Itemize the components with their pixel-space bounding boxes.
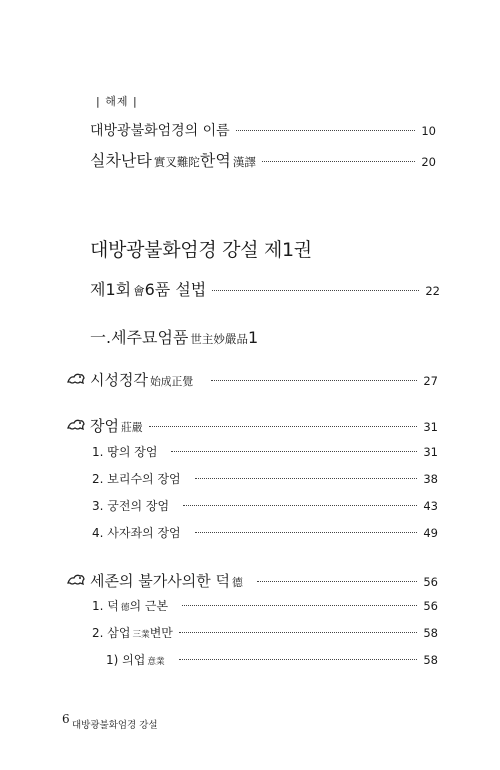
toc-entry-title: 제1회	[90, 280, 132, 299]
folio-page-number: 6	[62, 712, 70, 726]
dot-leader	[182, 605, 417, 606]
toc-subentry[interactable]	[92, 470, 438, 487]
toc-subsubentry[interactable]	[106, 651, 438, 668]
page-number: 43	[423, 499, 438, 513]
toc-entry-hanja: 實叉難陀	[153, 155, 200, 169]
toc-entry-title: 대방광불화엄경의 이름	[90, 123, 230, 139]
dot-leader	[195, 532, 418, 533]
toc-subentry-hanja: 三業	[132, 630, 150, 640]
toc-subentry-title-2: 의 근본	[129, 599, 169, 613]
page-number: 22	[425, 284, 440, 298]
dot-leader	[149, 426, 418, 427]
toc-entry-hanja: 德	[231, 576, 243, 589]
toc-subentry[interactable]	[92, 624, 438, 641]
toc-entry-session[interactable]	[90, 277, 440, 300]
toc-entry-title-2: 6품 설법	[144, 280, 207, 299]
toc-subentry-title: 1. 땅의 장엄	[92, 445, 158, 459]
toc-entry-translator[interactable]	[90, 148, 436, 171]
toc-entry-title-2: 한역	[199, 151, 231, 170]
toc-entry-title: 장엄	[90, 417, 119, 435]
toc-subentry-title: 2. 삼업	[92, 626, 131, 640]
toc-subentry-title-2: 변만	[149, 626, 173, 640]
toc-entry-hanja: 始成正覺	[149, 375, 194, 388]
lion-seal-icon	[66, 370, 86, 386]
section-label-haeje: | 해제 |	[96, 95, 138, 108]
dot-leader	[195, 478, 418, 479]
dot-leader	[257, 581, 418, 582]
toc-subentry-hanja: 德	[120, 603, 130, 613]
dot-leader	[211, 380, 417, 381]
page-number: 10	[421, 124, 436, 138]
toc-subsubentry-hanja: 意業	[147, 657, 165, 667]
running-footer-title: 대방광불화엄경 강설	[72, 720, 158, 731]
page-number: 38	[423, 472, 438, 486]
chapter-suffix: 1	[247, 328, 259, 347]
toc-subentry-title: 4. 사자좌의 장엄	[92, 526, 181, 540]
toc-subentry[interactable]	[92, 524, 438, 541]
lion-seal-icon	[66, 416, 86, 432]
toc-entry-title: 실차난타	[90, 151, 152, 170]
toc-subentry-title: 2. 보리수의 장엄	[92, 472, 181, 486]
toc-subentry[interactable]	[92, 497, 438, 514]
page-number: 56	[423, 575, 438, 589]
dot-leader	[179, 659, 418, 660]
page-number: 58	[423, 626, 438, 640]
dot-leader	[183, 505, 417, 506]
toc-subentry[interactable]	[92, 443, 438, 460]
toc-entry-hanja: 會	[133, 284, 145, 298]
toc-entry-title: 시성정각	[90, 371, 148, 389]
page-number: 31	[423, 420, 438, 434]
lion-seal-icon	[66, 571, 86, 587]
dot-leader	[179, 632, 417, 633]
page-number: 56	[423, 599, 438, 613]
toc-entry-section-3[interactable]	[90, 570, 438, 591]
toc-subentry-title: 1. 덕	[92, 599, 119, 613]
chapter-prefix: 一.	[90, 328, 112, 347]
page-number: 58	[423, 653, 438, 667]
chapter-heading[interactable]	[90, 325, 258, 348]
toc-entry-section-2[interactable]	[90, 415, 438, 436]
chapter-title: 세주묘엄품	[111, 328, 189, 347]
dot-leader	[262, 161, 416, 162]
page-number: 20	[421, 155, 436, 169]
page-number: 31	[423, 445, 438, 459]
toc-subentry[interactable]	[92, 597, 438, 614]
toc-entry-name[interactable]	[90, 120, 436, 140]
toc-entry-hanja: 莊嚴	[120, 421, 143, 434]
chapter-hanja: 世主妙嚴品	[190, 332, 248, 346]
volume-title: 대방광불화엄경 강설 제1권	[90, 239, 312, 261]
dot-leader	[236, 130, 416, 131]
toc-subentry-title: 3. 궁전의 장엄	[92, 499, 170, 513]
toc-entry-section-1[interactable]	[90, 369, 438, 390]
toc-entry-hanja-2: 漢譯	[232, 155, 256, 169]
page-number: 49	[423, 526, 438, 540]
dot-leader	[171, 451, 417, 452]
dot-leader	[212, 290, 419, 291]
page-number: 27	[423, 374, 438, 388]
toc-subsubentry-title: 1) 의업	[106, 653, 146, 667]
toc-entry-title: 세존의 불가사의한 덕	[90, 572, 230, 590]
